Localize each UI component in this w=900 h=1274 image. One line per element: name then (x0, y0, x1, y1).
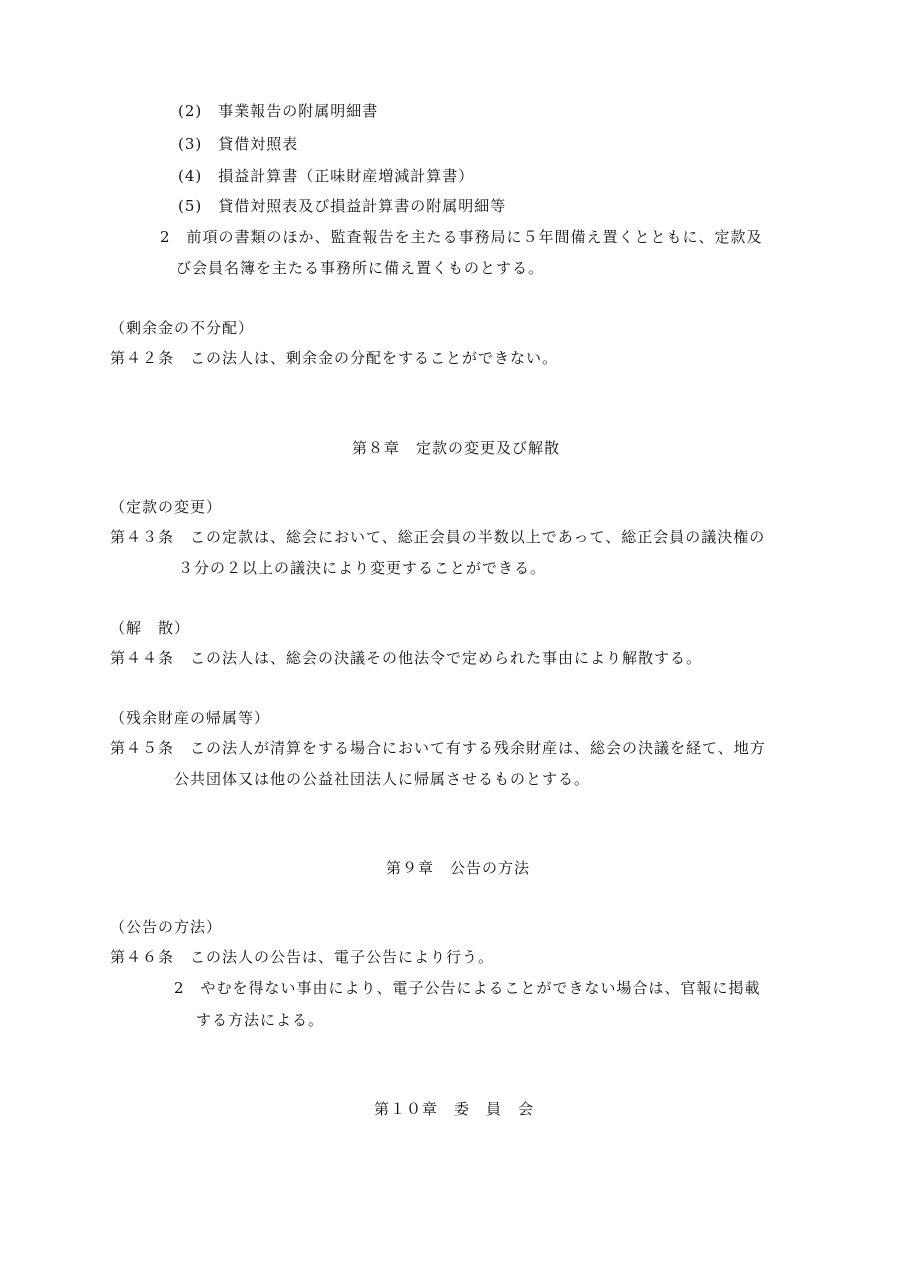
article-46-caption: （公告の方法） (110, 918, 223, 936)
article-43-line-1: 第４３条 この定款は、総会において、総正会員の半数以上であって、総正会員の議決権の (110, 528, 766, 546)
article-44-text: 第４４条 この法人は、総会の決議その他法令で定められた事由により解散する。 (110, 649, 703, 667)
article-43-caption: （定款の変更） (110, 498, 223, 516)
article-46-paragraph-2-line-1: 2 やむを得ない事由により、電子公告によることができない場合は、官報に掲載 (174, 979, 761, 997)
list-item-4: (4) 損益計算書（正味財産増減計算書） (178, 167, 475, 185)
article-44-caption: （解 散） (110, 619, 191, 637)
article-46-paragraph-2-line-2: する方法による。 (196, 1011, 325, 1029)
chapter-10-heading: 第１０章 委 員 会 (374, 1100, 535, 1118)
article-43-line-2: ３分の２以上の議決により変更することができる。 (178, 559, 547, 577)
chapter-8-heading: 第８章 定款の変更及び解散 (352, 439, 561, 457)
article-45-line-1: 第４５条 この法人が清算をする場合において有する残余財産は、総会の決議を経て、地方 (110, 739, 766, 757)
article-45-caption: （残余財産の帰属等） (110, 709, 271, 727)
article-42-text: 第４２条 この法人は、剰余金の分配をすることができない。 (110, 349, 559, 367)
list-item-3: (3) 貸借対照表 (178, 135, 299, 153)
paragraph-2-line-2: び会員名簿を主たる事務所に備え置くものとする。 (176, 259, 545, 277)
article-46-line-1: 第４６条 この法人の公告は、電子公告により行う。 (110, 948, 495, 966)
article-42-caption: （剰余金の不分配） (110, 319, 255, 337)
paragraph-2-line-1: 2 前項の書類のほか、監査報告を主たる事務局に５年間備え置くとともに、定款及 (160, 228, 763, 246)
article-45-line-2: 公共団体又は他の公益社団法人に帰属させるものとする。 (174, 770, 591, 788)
list-item-2: (2) 事業報告の附属明細書 (178, 102, 379, 120)
chapter-9-heading: 第９章 公告の方法 (386, 859, 531, 877)
list-item-5: (5) 貸借対照表及び損益計算書の附属明細等 (178, 197, 507, 215)
